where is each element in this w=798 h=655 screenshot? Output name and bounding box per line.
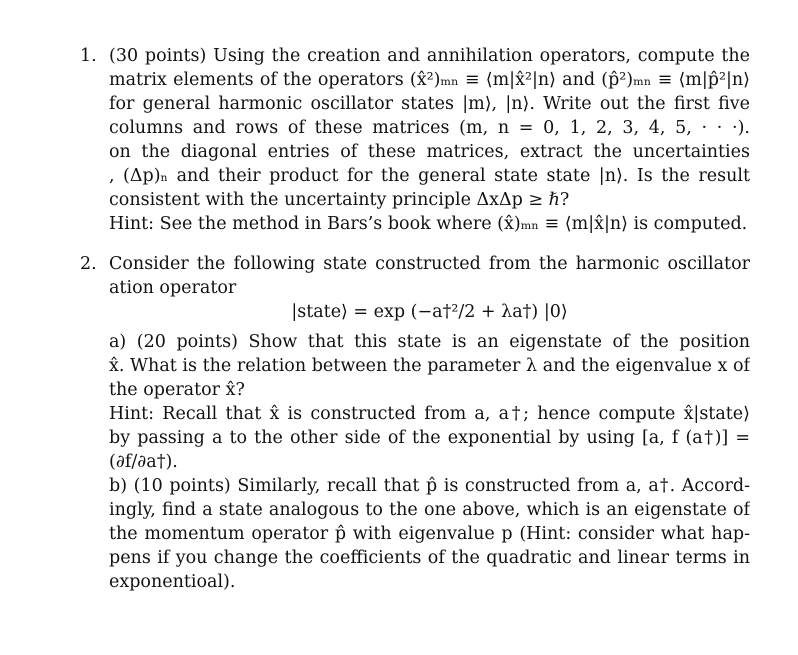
text-line: Hint: Recall that x̂ is constructed from a, a†; hence compute x̂|state⟩ (109, 404, 750, 424)
text-line: for general harmonic oscillator states |m⟩, |n⟩. Write out the first five (109, 94, 750, 114)
text-line: x̂. What is the relation between the parameter λ and the eigenvalue x of (109, 356, 750, 376)
text-line: the operator x̂? (109, 380, 245, 400)
text-line: b) (10 points) Similarly, recall that p̂ is constructed from a, a†. Accord- (109, 476, 750, 496)
text-line: ation operator (109, 278, 237, 298)
text-line: on the diagonal entries of these matrices, extract the uncertainties (109, 142, 750, 162)
part-a (109, 330, 750, 474)
text-line: matrix elements of the operators (x̂²)ₘₙ ≡ ⟨m|x̂²|n⟩ and (p̂²)ₘₙ ≡ ⟨m|p̂²|n⟩ (109, 70, 750, 90)
text-line: (∂f/∂a†). (109, 452, 178, 472)
text-line: consistent with the uncertainty principle ΔxΔp ≥ ℏ? (109, 190, 570, 210)
text-line: Consider the following state constructed from the harmonic oscillator (109, 254, 750, 274)
text-line: pens if you change the coefficients of the quadratic and linear terms in (109, 548, 750, 568)
problem-2-text (109, 252, 750, 594)
text-line: ingly, find a state analogous to the one above, which is an eigenstate of (109, 500, 750, 520)
state-equation: |state⟩ = exp (−a†²/2 + λa†) |0⟩ (291, 302, 568, 322)
part-b (109, 474, 750, 594)
problem-number: 1. (80, 46, 97, 66)
problem-2 (80, 252, 750, 594)
text-line: , (Δp)ₙ and their product for the general state state |n⟩. Is the result (109, 166, 750, 186)
text-line: (30 points) Using the creation and annihilation operators, compute the (109, 46, 750, 66)
text-line: by passing a to the other side of the exponential by using [a, f (a†)] = (109, 428, 750, 448)
text-line: Hint: See the method in Bars’s book where (x̂)ₘₙ ≡ ⟨m|x̂|n⟩ is computed. (109, 214, 748, 234)
text-line: the momentum operator p̂ with eigenvalue p (Hint: consider what hap- (109, 524, 750, 544)
problem-1-text (109, 44, 750, 236)
text-line: exponentioal). (109, 572, 236, 592)
text-line: a) (20 points) Show that this state is an eigenstate of the position (109, 332, 750, 352)
text-line: columns and rows of these matrices (m, n = 0, 1, 2, 3, 4, 5, · · ·). (109, 118, 750, 138)
problem-1 (80, 44, 750, 236)
problem-number: 2. (80, 254, 97, 274)
